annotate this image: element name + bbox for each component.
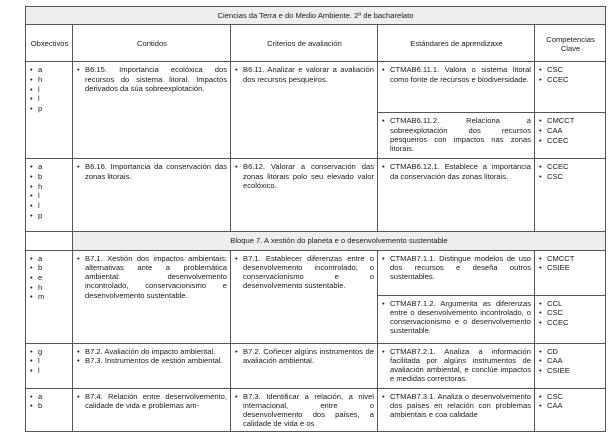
competence-item: • CCEC (539, 75, 602, 85)
content-item: • B7.1. Xestión dos impactos ambientais; alternativas ante a problemática ambiental: desenvolvemento incontrolado, conservacionismo e desenvolvemento sustentable. (77, 254, 227, 300)
content-cell (73, 343, 231, 388)
objective-item: • b (30, 172, 69, 182)
competence-item: • CSC (539, 172, 602, 182)
table-row (26, 250, 606, 295)
competence-item: • CAA (539, 126, 602, 136)
column-header-row (26, 25, 606, 62)
criterion-item: • B6.12. Valorar a conservación das zonas litorais polo seu elevado valor ecolóxico. (235, 162, 374, 190)
block-title-row (26, 232, 606, 250)
standard-item: • CTMAB6.11.1. Valora o sistema litoral como fonte de recursos e biodiversidade. (382, 65, 531, 84)
curriculum-table (25, 6, 606, 432)
table-row (26, 343, 606, 388)
competence-item: • CCEC (539, 136, 602, 146)
content-cell (73, 388, 231, 431)
competences-cell (535, 159, 606, 232)
standard-item: • CTMAB7.1.1. Distingue modelos de uso dos recursos e deseña outros sustentables. (382, 254, 531, 282)
competence-item: • CAA (539, 356, 602, 366)
block-title: Bloque 7. A xestión do planeta e o desenvolvemento sustentable (73, 232, 606, 250)
objective-item: • h (30, 283, 69, 293)
criterion-cell (231, 250, 378, 343)
objective-item: • a (30, 392, 69, 402)
criterion-cell (231, 159, 378, 232)
competence-item: • CSC (539, 308, 602, 318)
objective-item: • g (30, 347, 69, 357)
standard-cell (378, 113, 535, 159)
competences-cell (535, 295, 606, 343)
objective-item: • b (30, 401, 69, 411)
competences-cell (535, 113, 606, 159)
title-row (26, 7, 606, 25)
objectives-cell (26, 159, 73, 232)
standard-item: • CTMAB6.12.1. Establece a importancia da conservación das zonas litorais. (382, 162, 531, 181)
competence-item: • CCL (539, 299, 602, 309)
competences-cell (535, 62, 606, 113)
competence-item: • CSC (539, 392, 602, 402)
criterion-item: • B6.11. Analizar e valorar a avaliación dos recursos pesqueiros. (235, 65, 374, 84)
objective-item: • a (30, 254, 69, 264)
standard-cell (378, 295, 535, 343)
objective-item: • l (30, 356, 69, 366)
competence-item: • CSIEE (539, 263, 602, 273)
criterion-cell (231, 62, 378, 159)
content-cell (73, 159, 231, 232)
competence-item: • CSIEE (539, 366, 602, 376)
criterion-item: • B7.3. Identificar a relación, a nivel internacional, entre o desenvolvemento dos países, a calidade de vida e os (235, 392, 374, 429)
competence-item: • CMCCT (539, 254, 602, 264)
competences-cell (535, 388, 606, 431)
objectives-cell (26, 343, 73, 388)
objective-item: • m (30, 292, 69, 302)
standard-cell (378, 62, 535, 113)
standard-cell (378, 388, 535, 431)
standard-cell (378, 159, 535, 232)
table-title: Ciencias da Terra e do Medio Ambiente. 2º de bacharelato (26, 7, 606, 25)
table-row (26, 388, 606, 431)
column-header-standards: Estándares de aprendizaxe (378, 25, 535, 62)
standard-item: • CTMAB7.1.2. Argumenta as diferenzas entre o desenvolvemento incontrolado, o conservacionismo e o desenvolvemento sustentable. (382, 299, 531, 336)
objective-item: • h (30, 75, 69, 85)
block-title-spacer (26, 232, 73, 250)
standard-cell (378, 250, 535, 295)
content-item: • B7.2. Avaliación do impacto ambiental. (77, 347, 227, 356)
content-item: • B6.15. Importancia ecolóxica dos recursos do sistema litoral. Impactos derivados da súa sobreexplotación. (77, 65, 227, 93)
content-cell (73, 250, 231, 343)
objective-item: • l (30, 201, 69, 211)
table-row (26, 159, 606, 232)
competence-item: • CCEC (539, 318, 602, 328)
objective-item: • l (30, 85, 69, 95)
criterion-cell (231, 343, 378, 388)
standard-item: • CTMAB7.3.1. Analiza o desenvolvemento dos países en relación con problemas ambientais e coa calidade (382, 392, 531, 420)
column-header-objectives: Obxectivos (26, 25, 73, 62)
objective-item: • b (30, 263, 69, 273)
objective-item: • a (30, 65, 69, 75)
objective-item: • h (30, 182, 69, 192)
column-header-competences: Competencias Clave (535, 25, 606, 62)
content-item: • B6.16. Importancia da conservación das zonas litorais. (77, 162, 227, 181)
objective-item: • e (30, 273, 69, 283)
competence-item: • CSC (539, 65, 602, 75)
criterion-cell (231, 388, 378, 431)
content-item: • B7.3. Instrumentos de xestión ambiental. (77, 356, 227, 365)
objective-item: • l (30, 191, 69, 201)
table-row (26, 62, 606, 113)
criterion-item: • B7.1. Establecer diferenzas entre o desenvolvemento incontrolado, o conservacionismo e o desenvolvemento sustentable. (235, 254, 374, 291)
objective-item: • l (30, 366, 69, 376)
criterion-item: • B7.2. Coñecer algúns instrumentos de avaliación ambiental. (235, 347, 374, 366)
competences-cell (535, 343, 606, 388)
objectives-cell (26, 62, 73, 159)
competence-item: • CMCCT (539, 116, 602, 126)
objectives-cell (26, 250, 73, 343)
standard-cell (378, 343, 535, 388)
objective-item: • a (30, 162, 69, 172)
content-item: • B7.4. Relación entre desenvolvemento, calidade de vida e problemas am- (77, 392, 227, 411)
objective-item: • p (30, 211, 69, 221)
competence-item: • CAA (539, 401, 602, 411)
competences-cell (535, 250, 606, 295)
objective-item: • p (30, 104, 69, 114)
objectives-cell (26, 388, 73, 431)
column-header-criteria: Criterios de avaliación (231, 25, 378, 62)
standard-item: • CTMAB6.11.2. Relaciona a sobreexplotación dos recursos pesqueiros con impactos nas zonas litorais. (382, 116, 531, 153)
standard-item: • CTMAB7.2.1. Analiza a información facilitada por algúns instrumentos de avaliación ambiental, e conclúe impactos e medidas correctoras. (382, 347, 531, 384)
objective-item: • l (30, 94, 69, 104)
column-header-contents: Contidos (73, 25, 231, 62)
competence-item: • CD (539, 347, 602, 357)
content-cell (73, 62, 231, 159)
competence-item: • CCEC (539, 162, 602, 172)
